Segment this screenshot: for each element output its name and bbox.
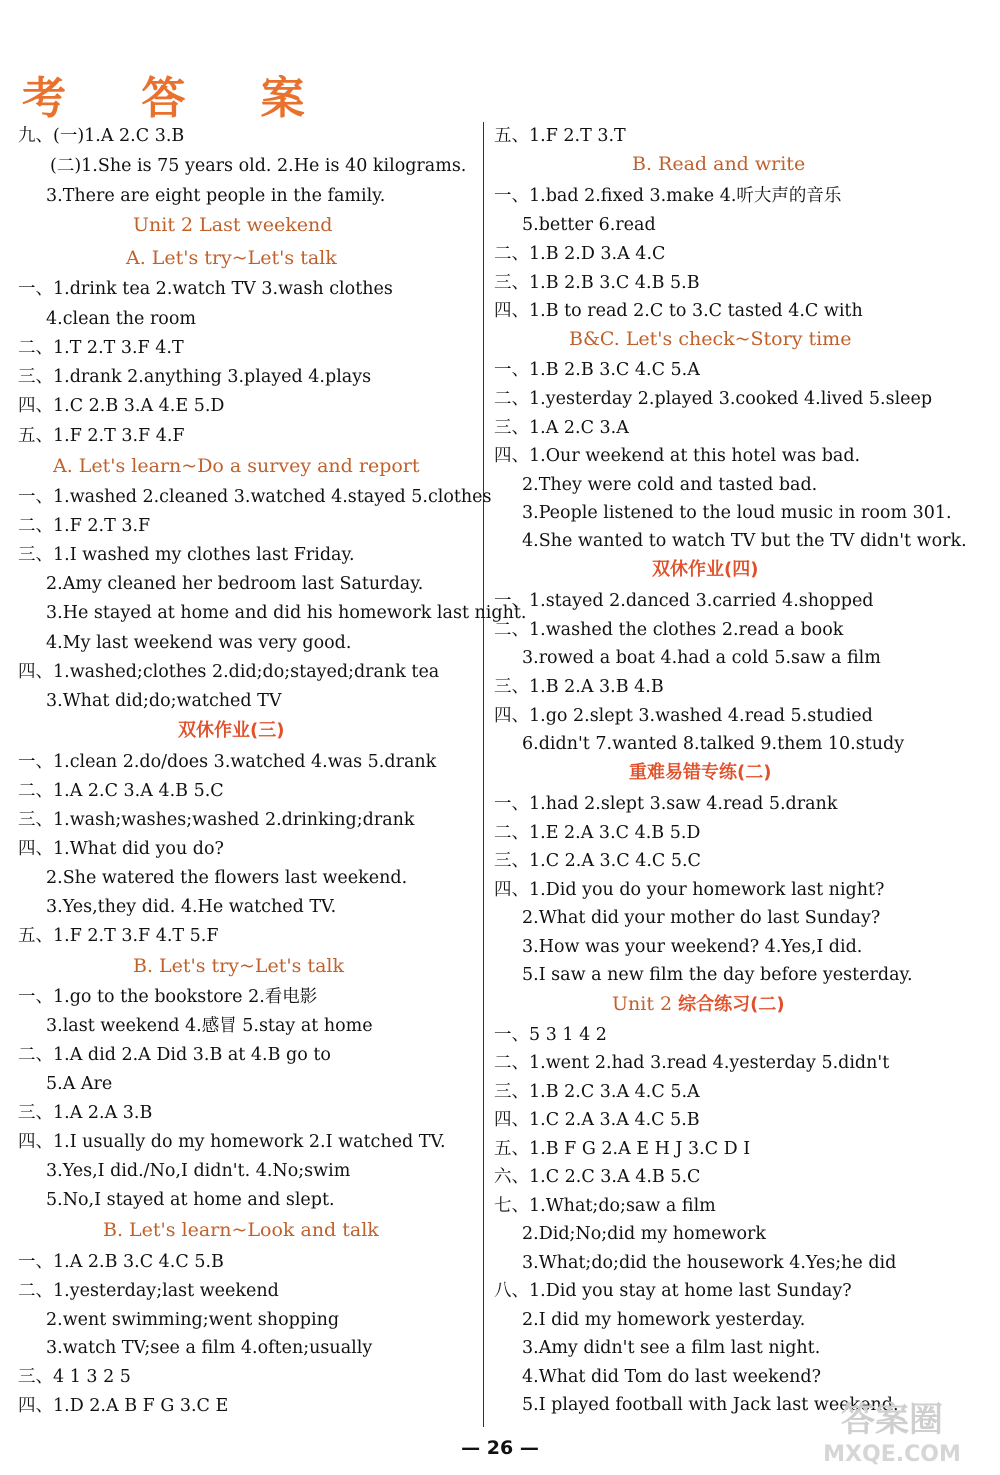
answer-line: 四、1.D 2.A B F G 3.C E [18, 1396, 229, 1416]
answer-line: 3.How was your weekend? 4.Yes,I did. [522, 937, 863, 957]
answer-line: 五、1.B F G 2.A E H J 3.C D I [494, 1139, 751, 1159]
answer-line: 2.They were cold and tasted bad. [522, 475, 818, 495]
answer-line: 2.She watered the flowers last weekend. [46, 868, 408, 888]
answer-line: 四、1.washed;clothes 2.did;do;stayed;drank tea [18, 662, 440, 682]
answer-line: 三、1.B 2.C 3.A 4.C 5.A [494, 1082, 700, 1102]
answer-line: 二、1.E 2.A 3.C 4.B 5.D [494, 823, 701, 843]
answer-line: 一、1.bad 2.fixed 3.make 4.听大声的音乐 [494, 186, 842, 206]
unit-label: Unit 2 [612, 993, 679, 1015]
answer-line: 3.People listened to the loud music in room 301. [522, 503, 952, 523]
answer-line: 3.Yes,they did. 4.He watched TV. [46, 897, 337, 917]
answer-line: 3.Yes,I did./No,I didn't. 4.No;swim [46, 1161, 351, 1181]
answer-line: 二、1.yesterday;last weekend [18, 1281, 279, 1301]
answer-line: 二、1.yesterday 2.played 3.cooked 4.lived 5.sleep [494, 389, 933, 409]
section-heading: A. Let's try~Let's talk [126, 247, 337, 269]
answer-line: 一、1.A 2.B 3.C 4.C 5.B [18, 1252, 224, 1272]
answer-line: 三、1.A 2.A 3.B [18, 1103, 153, 1123]
answer-line: 3.What;do;did the housework 4.Yes;he did [522, 1253, 897, 1273]
answer-line: 二、1.washed the clothes 2.read a book [494, 620, 844, 640]
answer-line: 三、1.C 2.A 3.C 4.C 5.C [494, 851, 701, 871]
answer-line: 四、1.I usually do my homework 2.I watched TV. [18, 1132, 446, 1152]
answer-line: 六、1.C 2.C 3.A 4.B 5.C [494, 1167, 701, 1187]
answer-line: 四、1.What did you do? [18, 839, 224, 859]
section-heading: 双休作业(三) [178, 720, 285, 741]
answer-line: 3.Amy didn't see a film last night. [522, 1338, 821, 1358]
answer-line: 一、1.stayed 2.danced 3.carried 4.shopped [494, 591, 874, 611]
answer-line: 四、1.C 2.B 3.A 4.E 5.D [18, 396, 225, 416]
answer-line: 八、1.Did you stay at home last Sunday? [494, 1281, 852, 1301]
answer-line: 5.I played football with Jack last weekend. [522, 1395, 899, 1415]
answer-line: 4.What did Tom do last weekend? [522, 1367, 821, 1387]
answer-line: 二、1.B 2.D 3.A 4.C [494, 244, 666, 264]
answer-line: 5.better 6.read [522, 215, 656, 235]
answer-line: 3.rowed a boat 4.had a cold 5.saw a film [522, 648, 881, 668]
answer-line: 二、1.went 2.had 3.read 4.yesterday 5.didn't [494, 1053, 890, 1073]
answer-line: (二)1.She is 75 years old. 2.He is 40 kilograms. [50, 156, 467, 176]
answer-line: 5.I saw a new film the day before yesterday. [522, 965, 913, 985]
answer-line: 三、1.I washed my clothes last Friday. [18, 545, 355, 565]
answer-line: 一、1.go to the bookstore 2.看电影 [18, 987, 318, 1007]
svg-text:MXQE.COM: MXQE.COM [823, 1442, 961, 1467]
answer-line: 二、1.T 2.T 3.F 4.T [18, 338, 184, 358]
answer-line: 2.I did my homework yesterday. [522, 1310, 806, 1330]
section-heading [612, 992, 785, 1017]
answer-line: 三、1.B 2.A 3.B 4.B [494, 677, 664, 697]
answer-line: 三、1.A 2.C 3.A [494, 418, 629, 438]
section-heading: B. Read and write [632, 153, 806, 175]
answer-line: 三、1.B 2.B 3.C 4.B 5.B [494, 273, 700, 293]
answer-line: 五、1.F 2.T 3.F 4.F [18, 426, 185, 446]
section-title-cn: 综合练习(二) [678, 994, 785, 1015]
section-heading: 重难易错专练(二) [629, 762, 772, 783]
section-heading: A. Let's learn~Do a survey and report [53, 455, 420, 477]
answer-line: 一、1.washed 2.cleaned 3.watched 4.stayed 5.clothes [18, 487, 492, 507]
answer-line: 四、1.Our weekend at this hotel was bad. [494, 446, 861, 466]
svg-text:答案圈: 答案圈 [841, 1400, 943, 1440]
section-heading: Unit 2 Last weekend [133, 214, 333, 236]
answer-line: 4.clean the room [46, 309, 196, 329]
answer-line: 三、4 1 3 2 5 [18, 1367, 131, 1387]
answer-line: 3.He stayed at home and did his homework last night. [46, 603, 527, 623]
answer-line: 九、(一)1.A 2.C 3.B [18, 126, 185, 146]
answer-line: 一、1.drink tea 2.watch TV 3.wash clothes [18, 279, 393, 299]
answer-line: 五、1.F 2.T 3.T [494, 126, 626, 146]
section-heading: B. Let's learn~Look and talk [103, 1219, 379, 1241]
section-heading: B. Let's try~Let's talk [133, 955, 344, 977]
page-number: — 26 — [461, 1437, 539, 1459]
answer-line: 2.Did;No;did my homework [522, 1224, 767, 1244]
answer-line: 一、5 3 1 4 2 [494, 1025, 607, 1045]
answer-line: 6.didn't 7.wanted 8.talked 9.them 10.study [522, 734, 905, 754]
answer-line: 3.What did;do;watched TV [46, 691, 282, 711]
answer-line: 4.She wanted to watch TV but the TV didn't work. [522, 531, 967, 551]
section-heading: B&C. Let's check~Story time [569, 328, 852, 350]
answer-line: 三、1.wash;washes;washed 2.drinking;drank [18, 810, 415, 830]
answer-line: 四、1.Did you do your homework last night? [494, 880, 885, 900]
answer-line: 三、1.drank 2.anything 3.played 4.plays [18, 367, 372, 387]
answer-line: 一、1.had 2.slept 3.saw 4.read 5.drank [494, 794, 838, 814]
answer-line: 四、1.go 2.slept 3.washed 4.read 5.studied [494, 706, 873, 726]
answer-line: 2.went swimming;went shopping [46, 1310, 340, 1330]
answer-line: 4.My last weekend was very good. [46, 633, 352, 653]
answer-line: 五、1.F 2.T 3.F 4.T 5.F [18, 926, 219, 946]
answer-line: 2.Amy cleaned her bedroom last Saturday. [46, 574, 424, 594]
answer-line: 5.No,I stayed at home and slept. [46, 1190, 335, 1210]
answer-line: 四、1.C 2.A 3.A 4.C 5.B [494, 1110, 700, 1130]
answer-line: 2.What did your mother do last Sunday? [522, 908, 881, 928]
answer-line: 5.A Are [46, 1074, 113, 1094]
watermark-logo [802, 1395, 982, 1467]
answer-line: 四、1.B to read 2.C to 3.C tasted 4.C with [494, 301, 863, 321]
answer-line: 二、1.A 2.C 3.A 4.B 5.C [18, 781, 224, 801]
answer-line: 一、1.clean 2.do/does 3.watched 4.was 5.drank [18, 752, 437, 772]
column-divider [483, 122, 484, 1427]
answer-line: 二、1.F 2.T 3.F [18, 516, 151, 536]
answer-line: 3.watch TV;see a film 4.often;usually [46, 1338, 373, 1358]
page-header-title: 考 答 案 [22, 73, 335, 124]
section-heading: 双休作业(四) [652, 559, 759, 580]
answer-line: 二、1.A did 2.A Did 3.B at 4.B go to [18, 1045, 331, 1065]
answer-line: 3.There are eight people in the family. [46, 186, 386, 206]
answer-line: 七、1.What;do;saw a film [494, 1196, 716, 1216]
answer-line: 3.last weekend 4.感冒 5.stay at home [46, 1016, 373, 1036]
answer-line: 一、1.B 2.B 3.C 4.C 5.A [494, 360, 700, 380]
